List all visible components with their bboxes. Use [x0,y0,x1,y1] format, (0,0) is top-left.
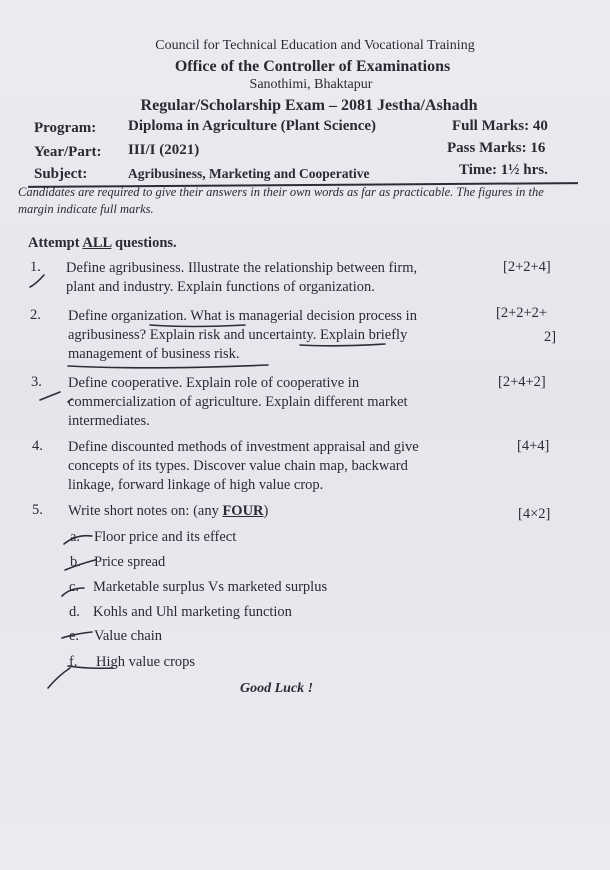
short-note-letter: f. [69,654,78,670]
question-marks: [4×2] [518,506,551,522]
attempt-all: ALL [82,235,112,251]
short-note-letter: a. [70,529,81,545]
question-marks-continued: 2] [544,329,557,345]
question-line: intermediates. [68,413,150,429]
question-number: 3. [31,374,42,390]
short-note-letter: d. [69,604,80,620]
q5-four: FOUR [222,503,264,519]
closing-note: Good Luck ! [240,681,314,696]
pen-mark [65,560,95,570]
pen-mark [30,275,44,287]
short-note-letter: c. [69,579,80,595]
question-marks: [4+4] [517,438,550,454]
time-allowed: Time: 1½ hrs. [459,162,548,178]
exam-title: Regular/Scholarship Exam – 2081 Jestha/Ashadh [140,97,478,114]
attempt-suffix: questions. [111,235,177,251]
question-line: Define discounted methods of investment appraisal and give [68,439,419,455]
q5-suffix: ) [263,503,269,519]
question-marks: [2+4+2] [498,374,546,390]
pen-mark [150,325,245,327]
instructions: Candidates are required to give their answers in their own words as far as practicable. The figures in the margin indicate full marks. [18,185,544,216]
subject-label: Subject: [34,166,88,182]
pen-mark [68,365,268,368]
pen-mark [300,344,385,346]
pass-marks: Pass Marks: 16 [447,140,546,156]
pen-mark [64,536,92,544]
short-note-letter: b. [70,554,81,570]
short-note-item: Marketable surplus Vs marketed surplus [93,579,328,595]
question-line: plant and industry. Explain functions of organization. [66,279,375,295]
short-note-item: Value chain [94,628,163,644]
office-address: Sanothimi, Bhaktapur [249,77,373,92]
short-note-item: High value crops [96,654,196,670]
program-label: Program: [34,120,97,136]
year-label: Year/Part: [34,144,102,160]
pen-mark [48,668,70,688]
year-value: III/I (2021) [128,142,200,158]
pen-mark [40,392,60,400]
question-number: 1. [30,259,41,275]
program-value: Diploma in Agriculture (Plant Science) [128,118,377,134]
question-number: 5. [32,502,43,518]
q5-prefix: Write short notes on: (any [68,503,223,519]
question-line: concepts of its types. Discover value chain map, backward [68,458,408,474]
office-name: Office of the Controller of Examinations [174,58,451,75]
question-line: agribusiness? Explain risk and uncertainty. Explain briefly [68,327,408,343]
attempt-prefix: Attempt [28,235,83,251]
question-line: linkage, forward linkage of high value crop. [68,477,324,493]
question-line: Define cooperative. Explain role of cooperative in [68,375,360,391]
question-marks: [2+2+2+ [496,305,548,321]
question-line: management of business risk. [68,346,240,362]
question-number: 4. [32,438,43,454]
short-note-letter: e. [69,628,80,644]
short-note-item: Floor price and its effect [94,529,237,545]
question-line: Define organization. What is managerial decision process in [68,308,417,324]
pen-mark [62,588,84,596]
full-marks: Full Marks: 40 [452,118,548,134]
council-name: Council for Technical Education and Vocational Training [155,38,475,53]
question-line: Define agribusiness. Illustrate the relationship between firm, [66,260,418,276]
question-number: 2. [30,307,41,323]
question-line: commercialization of agriculture. Explain different market [68,394,408,410]
pen-mark [68,666,113,668]
subject-value: Agribusiness, Marketing and Cooperative [128,166,370,181]
question-marks: [2+2+4] [503,259,551,275]
short-note-item: Kohls and Uhl marketing function [93,604,292,620]
pen-mark [68,399,72,402]
pen-mark [62,632,92,638]
short-note-item: Price spread [94,554,166,570]
